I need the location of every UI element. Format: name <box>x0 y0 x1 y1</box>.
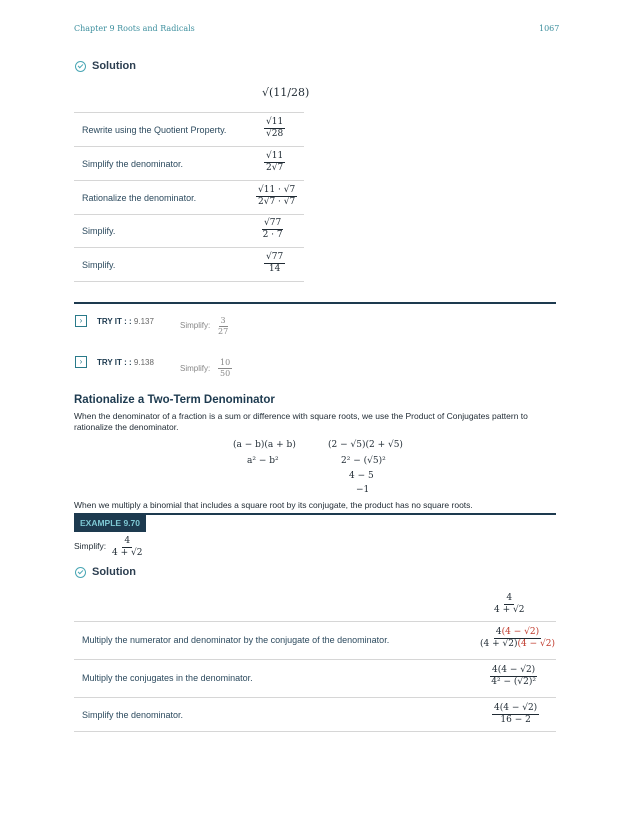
step-denominator <box>480 639 555 650</box>
section-intro: When the denominator of a fraction is a sum or difference with square roots, we use the Product of Conjugates pattern to rationalize the denominator. <box>74 411 528 432</box>
conjugate-example-line: −1 <box>356 485 370 495</box>
expand-chevron-icon[interactable]: › <box>75 356 87 368</box>
table-divider <box>74 281 304 282</box>
step-fraction <box>480 627 555 650</box>
step-fraction <box>492 703 539 726</box>
step-denominator: √28 <box>266 129 284 139</box>
step-denominator: 2√7 <box>266 163 284 173</box>
conjugate-pattern-line: a² − b² <box>247 456 279 466</box>
example-divider <box>74 513 556 515</box>
step-denominator: 4 + √2 <box>494 605 525 615</box>
conjugate-example-line: (2 − √5)(2 + √5) <box>328 440 403 450</box>
step-label: Simplify. <box>82 226 116 236</box>
coefficient: 4 <box>495 627 502 637</box>
try-it-label <box>97 358 154 367</box>
try-it-denominator: 27 <box>218 327 229 336</box>
chapter-header: Chapter 9 Roots and Radicals <box>74 24 195 33</box>
step-numerator: √11 <box>266 117 284 127</box>
try-it-number: 9.137 <box>133 317 154 326</box>
example-fraction <box>112 536 142 559</box>
solution-step-expression: √(11/28) <box>262 86 310 99</box>
step-label: Simplify the denominator. <box>82 710 184 720</box>
step-denominator: 4² − (√2)² <box>491 677 536 687</box>
step-numerator: √77 <box>266 252 284 262</box>
step-label: Simplify. <box>82 260 116 270</box>
step-fraction <box>264 117 285 140</box>
table-divider <box>74 621 556 622</box>
conjugate-factor: (4 − √2) <box>517 639 555 649</box>
table-divider <box>74 214 304 215</box>
step-fraction <box>264 252 285 275</box>
example-denominator: 4 + √2 <box>112 548 143 558</box>
page-number: 1067 <box>539 24 560 33</box>
conjugate-example-line: 2² − (√5)² <box>341 456 386 466</box>
step-numerator: 4(4 − √2) <box>492 665 536 675</box>
try-it-prompt: Simplify: <box>180 364 211 373</box>
try-it-number: 9.138 <box>133 358 154 367</box>
table-divider <box>74 180 304 181</box>
section-conclusion: When we multiply a binomial that includes a square root by its conjugate, the product has no square roots. <box>74 500 473 510</box>
conjugate-example-line: 4 − 5 <box>349 471 374 481</box>
expand-chevron-icon[interactable]: › <box>75 315 87 327</box>
step-numerator: 4(4 − √2) <box>494 703 538 713</box>
table-divider <box>74 659 556 660</box>
table-divider <box>74 697 556 698</box>
step-denominator: 2 · 7 <box>262 230 283 240</box>
step-numerator: 4 <box>506 593 513 603</box>
try-it-fraction <box>218 358 232 379</box>
solution-heading: Solution <box>92 60 136 72</box>
step-label: Multiply the numerator and denominator by the conjugate of the denominator. <box>82 635 390 645</box>
step-denominator: 14 <box>268 264 281 274</box>
step-label: Multiply the conjugates in the denominator. <box>82 673 253 683</box>
section-title: Rationalize a Two-Term Denominator <box>74 394 275 406</box>
example-label: EXAMPLE 9.70 <box>74 515 146 532</box>
step-numerator: √11 <box>266 151 284 161</box>
step-numerator: √11 · √7 <box>258 185 296 195</box>
table-divider <box>74 731 556 732</box>
try-it-title: TRY IT : : <box>97 317 132 326</box>
step-fraction <box>262 218 283 241</box>
step-label: Simplify the denominator. <box>82 159 184 169</box>
step-label: Rewrite using the Quotient Property. <box>82 125 227 135</box>
solution-heading: Solution <box>92 566 136 578</box>
try-it-title: TRY IT : : <box>97 358 132 367</box>
step-fraction <box>490 665 537 688</box>
step-numerator <box>494 627 541 639</box>
check-circle-icon <box>75 567 86 578</box>
example-numerator: 4 <box>124 536 131 546</box>
section-divider <box>74 302 556 304</box>
try-it-fraction <box>218 316 228 337</box>
step-fraction <box>264 151 285 174</box>
try-it-denominator: 50 <box>220 369 231 378</box>
denominator-factor: (4 + √2) <box>480 639 518 649</box>
step-fraction <box>256 185 297 208</box>
try-it-numerator: 3 <box>220 316 226 325</box>
table-divider <box>74 112 304 113</box>
try-it-label <box>97 317 154 326</box>
step-denominator: 2√7 · √7 <box>258 197 296 207</box>
step-label: Rationalize the denominator. <box>82 193 197 203</box>
step-denominator: 16 − 2 <box>500 715 531 725</box>
step-fraction <box>494 593 524 616</box>
table-divider <box>74 146 304 147</box>
table-divider <box>74 247 304 248</box>
step-numerator: √77 <box>264 218 282 228</box>
example-prompt: Simplify: <box>74 541 107 551</box>
conjugate-pattern-line: (a − b)(a + b) <box>233 440 296 450</box>
try-it-numerator: 10 <box>220 358 231 367</box>
check-circle-icon <box>75 61 86 72</box>
try-it-prompt: Simplify: <box>180 321 211 330</box>
conjugate-factor: (4 − √2) <box>501 627 540 637</box>
